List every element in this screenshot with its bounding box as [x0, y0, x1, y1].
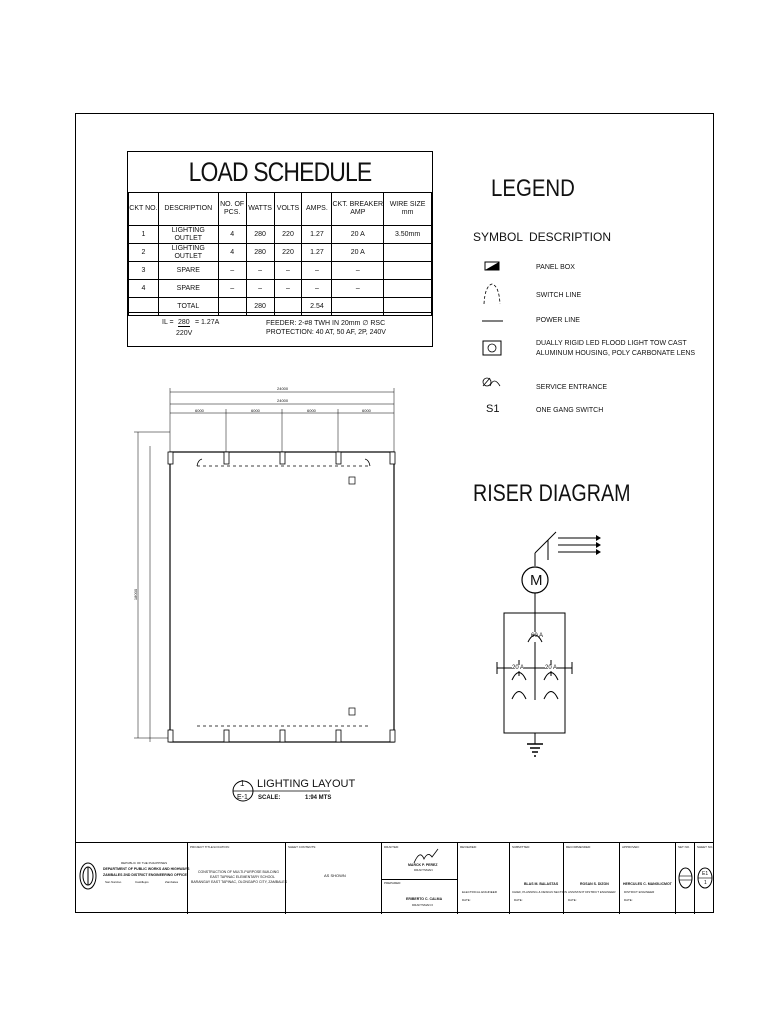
table-cell: 1.27: [302, 226, 332, 244]
approved-role: DISTRICT ENGINEER: [624, 890, 655, 894]
flood-light-fixture: [224, 452, 229, 464]
switch-top: [349, 477, 355, 484]
table-cell: 2: [129, 244, 159, 262]
table-cell: –: [332, 280, 384, 298]
header-cell: CKT. BREAKER AMP: [332, 193, 384, 226]
title-block: [75, 842, 714, 913]
submitted-name: BLAS M. BALASTAS: [524, 882, 559, 886]
table-cell: 4: [129, 280, 159, 298]
approved-name: HERCULES C. MANGLICMOT: [623, 882, 672, 886]
riser-diagram-title: RISER DIAGRAM: [473, 480, 631, 507]
table-cell: 220: [274, 226, 302, 244]
flood-light-fixture: [280, 730, 285, 742]
header-cell: VOLTS: [274, 193, 302, 226]
date-label: DATE:: [514, 898, 523, 902]
floor-outline: [170, 452, 394, 742]
sheet-contents-value: AS SHOWN: [324, 873, 346, 878]
legend-symbol-header: SYMBOL: [473, 230, 524, 244]
submitted-role: CHIEF, PLANNING & DESIGN SECTION: [512, 890, 568, 894]
header-cell: AMPS.: [302, 193, 332, 226]
sheet-contents-cell: [285, 843, 381, 914]
table-cell: SPARE: [158, 262, 218, 280]
dimension-lines: [134, 388, 394, 742]
overall-dimension: 24000: [277, 386, 289, 391]
legend-item-label: SERVICE ENTRANCE: [536, 384, 608, 391]
table-cell: –: [274, 262, 302, 280]
dept-text: DEPARTMENT OF PUBLIC WORKS AND HIGHWAYS: [103, 867, 190, 871]
location-text: Zambales: [165, 880, 179, 884]
republic-text: REPUBLIC OF THE PHILIPPINES: [121, 861, 168, 865]
dpwh-logo-icon: [79, 861, 97, 891]
set-badge-icon: [678, 867, 693, 889]
table-cell: 280: [246, 226, 274, 244]
recommended-cell: [563, 843, 619, 914]
table-cell: –: [246, 262, 274, 280]
meter-label: M: [530, 572, 543, 589]
detail-sheet-ref: E-1: [237, 794, 248, 801]
formula-result: = 1.27A: [195, 319, 220, 326]
inner-dimension: 24000: [277, 398, 289, 403]
prepared-role: DRAFTSMAN II: [412, 903, 434, 907]
table-cell: –: [332, 262, 384, 280]
flood-light-fixture: [224, 730, 229, 742]
header-cell: WATTS: [246, 193, 274, 226]
legend-title: LEGEND: [491, 175, 575, 202]
approved-cell: [619, 843, 675, 914]
table-cell: 4: [218, 226, 246, 244]
set-label: SET NO.: [678, 845, 690, 849]
office-text: ZAMBALES 2ND DISTRICT ENGINEERING OFFICE: [103, 873, 187, 877]
table-cell: –: [302, 262, 332, 280]
project-line: CONSTRUCTION OF MULTI-PURPOSE BUILDING: [198, 870, 280, 874]
date-label: DATE:: [462, 898, 471, 902]
table-cell: LIGHTING OUTLET: [158, 244, 218, 262]
top-fixture-row: [168, 452, 395, 464]
flood-light-fixture: [168, 730, 173, 742]
table-cell: 4: [218, 244, 246, 262]
header-cell: NO. OF PCS.: [218, 193, 246, 226]
table-cell: 1: [129, 226, 159, 244]
submitted-label: SUBMITTED:: [512, 845, 531, 849]
location-text: Castillejos: [135, 880, 149, 884]
table-cell: 1.27: [302, 244, 332, 262]
sheet-of-value: 1: [704, 880, 707, 886]
one-gang-switch-icon: S1: [486, 403, 500, 415]
bottom-fixture-row: [168, 730, 395, 742]
recommended-role: ASSISTANT DISTRICT ENGINEER: [568, 890, 616, 894]
reviewed-role: ELECTRICAL ENGINEER: [462, 890, 497, 894]
header-cell: WIRE SIZE mm: [384, 193, 432, 226]
legend-item-label: SWITCH LINE: [536, 292, 582, 299]
table-cell: LIGHTING OUTLET: [158, 226, 218, 244]
table-cell: 20 A: [332, 226, 384, 244]
agency-cell: [75, 843, 190, 914]
recommended-name: ROSAN S. DIZON: [580, 882, 609, 886]
table-cell: TOTAL: [158, 298, 218, 316]
table-cell: 3.50mm: [384, 226, 432, 244]
legend-item-label: DUALLY RIGID LED FLOOD LIGHT TOW CAST ALUMINUM HOUSING, POLY CARBONATE LENS: [536, 340, 696, 357]
bay-dimension: 6000: [362, 408, 371, 413]
legend-item-label: ONE GANG SWITCH: [536, 407, 604, 414]
legend-item-label: PANEL BOX: [536, 264, 575, 271]
project-line: EAST TAPINAC ELEMENTARY SCHOOL: [210, 875, 275, 879]
drafted-label: DRAFTED:: [384, 845, 399, 849]
formula-numerator: 280: [178, 319, 190, 326]
scale-value: 1:94 MTS: [305, 795, 332, 801]
table-cell: 220: [274, 244, 302, 262]
table-cell: 280: [246, 298, 274, 316]
submitted-cell: [509, 843, 568, 914]
project-line: BARANGAY EAST TAPINAC, OLONGAPO CITY, ZAMBALES: [191, 880, 288, 884]
project-label: PROJECT TITLE/LOCATION:: [190, 845, 230, 849]
flood-light-fixture: [280, 452, 285, 464]
scale-label: SCALE:: [258, 795, 281, 801]
table-cell: –: [274, 280, 302, 298]
table-cell: 20 A: [332, 244, 384, 262]
side-dimension: 18000: [133, 588, 139, 601]
legend-item-label: POWER LINE: [536, 317, 580, 324]
reviewed-cell: [457, 843, 509, 914]
flood-light-fixture: [390, 730, 395, 742]
drafted-cell: [381, 843, 457, 914]
date-label: DATE:: [568, 898, 577, 902]
table-cell: –: [218, 280, 246, 298]
branch-left-label: 20 A: [512, 665, 525, 671]
flood-light-fixture: [336, 452, 341, 464]
formula-denominator: 220V: [176, 330, 193, 337]
sheet-no-cell: [694, 843, 714, 914]
formula-il: IL =: [162, 319, 174, 326]
protection-text: PROTECTION: 40 AT, 50 AF, 2P, 240V: [266, 329, 386, 336]
bay-dimension: 6000: [195, 408, 204, 413]
bay-dimension: 6000: [251, 408, 260, 413]
feeder-text: FEEDER: 2-#8 TWH IN 20mm ∅ RSC: [266, 320, 386, 327]
sheet-no-value: E1: [702, 871, 709, 877]
table-cell: 280: [246, 244, 274, 262]
reviewed-label: REVIEWED:: [460, 845, 477, 849]
bay-dimension: 6000: [307, 408, 316, 413]
drafted-name: MARCK P. PEREZ: [408, 863, 438, 867]
date-label: DATE:: [624, 898, 633, 902]
location-text: San Narciso: [105, 880, 122, 884]
flood-light-fixture: [390, 452, 395, 464]
sheet-contents-label: SHEET CONTENTS:: [288, 845, 317, 849]
header-cell: DESCRIPTION: [158, 193, 218, 226]
prepared-name: ERIBERTO C. CALMA: [406, 897, 443, 901]
prepared-label: PREPARED:: [384, 881, 402, 885]
branch-right-label: 20 A: [545, 665, 558, 671]
drafted-role: DRAFTSMAN: [414, 868, 433, 872]
flood-light-fixture: [336, 730, 341, 742]
load-schedule-title: LOAD SCHEDULE: [151, 152, 409, 193]
flood-light-fixture: [168, 452, 173, 464]
project-cell: [187, 843, 288, 914]
approved-label: APPROVED:: [622, 845, 640, 849]
switch-bottom: [349, 708, 355, 715]
sheet-no-label: SHEET NO.: [697, 845, 714, 849]
table-cell: 3: [129, 262, 159, 280]
table-cell: –: [302, 280, 332, 298]
table-cell: 2.54: [302, 298, 332, 316]
header-cell: CKT NO.: [129, 193, 159, 226]
detail-number: 1: [240, 779, 245, 788]
main-breaker-label: 60 A: [531, 633, 544, 639]
table-cell: –: [218, 262, 246, 280]
lighting-layout-title: LIGHTING LAYOUT: [257, 778, 356, 790]
recommended-label: RECOMMENDED:: [566, 845, 592, 849]
table-cell: –: [246, 280, 274, 298]
legend-description-header: DESCRIPTION: [529, 230, 612, 244]
set-cell: [675, 843, 694, 914]
table-cell: SPARE: [158, 280, 218, 298]
